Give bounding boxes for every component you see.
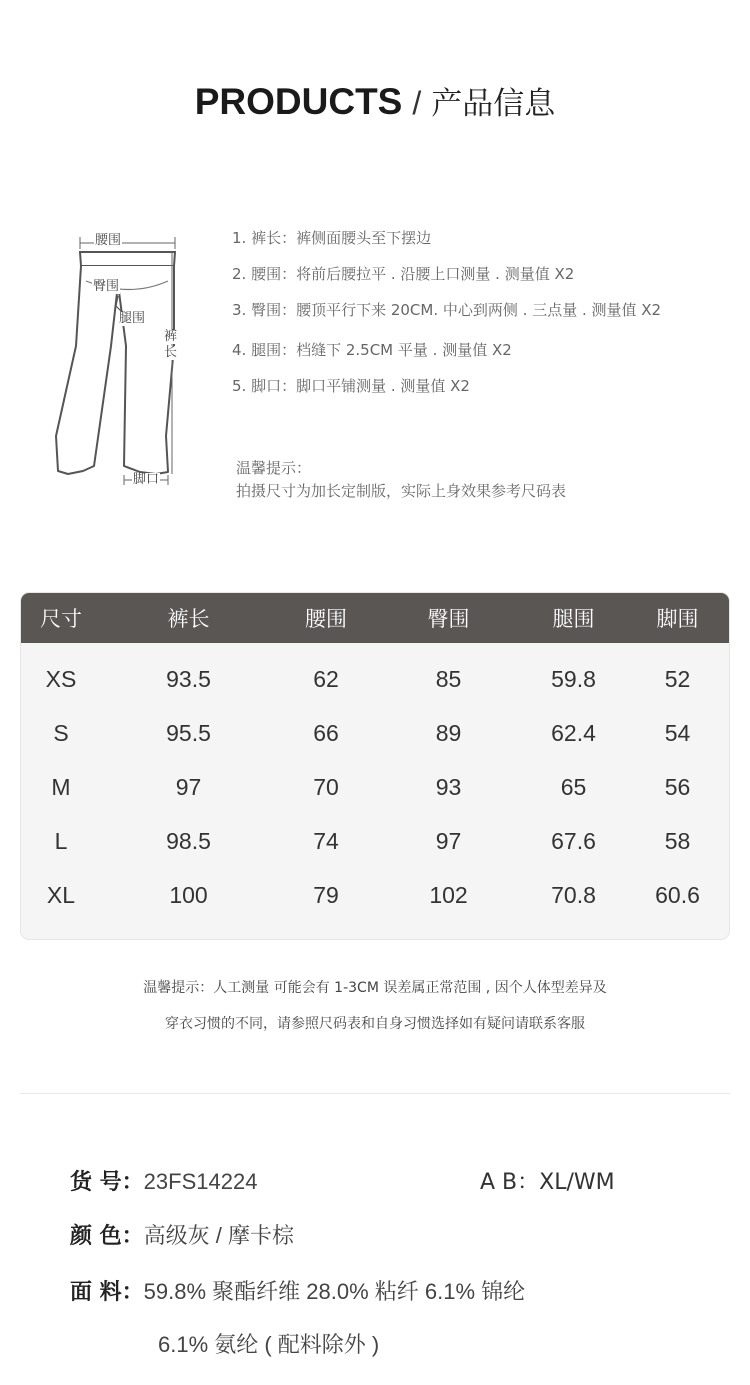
pants-measurement-diagram xyxy=(50,226,190,496)
table-header-hem: 脚围 xyxy=(656,607,699,631)
table-header-waist: 腰围 xyxy=(305,607,347,631)
table-cell: 74 xyxy=(313,827,339,854)
fabric-value-line-1: 59.8% 聚酯纤维 28.0% 粘纤 6.1% 锦纶 xyxy=(143,1279,526,1304)
instruction-item: 4. 腿围：档缝下 2.5CM 平量 . 测量值 X2 xyxy=(232,341,512,359)
table-row xyxy=(21,868,729,922)
table-cell: 100 xyxy=(169,881,208,908)
table-header-hip: 臀围 xyxy=(427,607,470,631)
table-cell: S xyxy=(53,719,69,746)
photo-tip-text: 拍摄尺寸为加长定制版，实际上身效果参考尺码表 xyxy=(236,482,567,500)
table-cell: 52 xyxy=(664,665,691,692)
diagram-waist-label: 腰围 xyxy=(95,233,122,248)
table-cell: 62 xyxy=(313,665,339,692)
sku-value: 23FS14224 xyxy=(143,1169,258,1194)
table-cell: 54 xyxy=(664,719,691,746)
measurement-note-line-2: 穿衣习惯的不同，请参照尺码表和自身习惯选择如有疑问请联系客服 xyxy=(165,1016,585,1032)
table-header-length: 裤长 xyxy=(167,607,210,631)
sku-label: 货 号： xyxy=(70,1170,144,1195)
photo-tip xyxy=(236,457,566,503)
info-row-sku xyxy=(70,1165,257,1196)
table-cell: 58 xyxy=(664,827,691,854)
table-row xyxy=(21,760,729,814)
table-cell: 89 xyxy=(435,719,462,746)
table-cell: 79 xyxy=(313,881,339,908)
table-cell: 70.8 xyxy=(551,881,596,908)
table-cell: 93 xyxy=(435,773,462,800)
table-header-size: 尺寸 xyxy=(40,607,82,631)
table-cell: L xyxy=(54,827,68,854)
page-title-en: PRODUCTS xyxy=(194,81,403,122)
diagram-hip-label: 臀围 xyxy=(93,279,120,294)
table-row xyxy=(21,652,729,706)
photo-tip-title: 温馨提示： xyxy=(236,459,312,477)
table-cell: 56 xyxy=(664,773,691,800)
section-divider xyxy=(20,1093,730,1094)
table-cell: M xyxy=(51,773,71,800)
table-cell: 85 xyxy=(435,665,462,692)
title-separator: / xyxy=(412,85,422,121)
fabric-label: 面 料： xyxy=(70,1280,144,1305)
table-cell: XL xyxy=(46,881,76,908)
table-cell: 97 xyxy=(435,827,462,854)
table-header-row xyxy=(21,593,729,643)
table-body xyxy=(21,652,729,922)
size-table xyxy=(21,593,729,939)
page-header xyxy=(0,78,750,123)
table-cell: 102 xyxy=(429,881,468,908)
fabric-value-line-2: 6.1% 氨纶 ( 配料除外 ) xyxy=(158,1332,380,1357)
page-title-zh: 产品信息 xyxy=(431,86,556,122)
table-cell: 66 xyxy=(313,719,339,746)
table-cell: XS xyxy=(45,665,77,692)
instruction-item: 1. 裤长：裤侧面腰头至下摆边 xyxy=(232,229,432,247)
color-value: 高级灰 / 摩卡棕 xyxy=(143,1223,295,1248)
ab-value: XL/WM xyxy=(539,1170,615,1195)
diagram-hem-label: 脚口 xyxy=(133,472,160,487)
table-cell: 59.8 xyxy=(551,665,596,692)
info-row-fabric-cont xyxy=(158,1328,379,1359)
table-row xyxy=(21,814,729,868)
table-cell: 98.5 xyxy=(166,827,211,854)
measurement-note-line-1: 温馨提示：人工测量 可能会有 1-3CM 误差属正常范围 , 因个人体型差异及 xyxy=(143,980,607,996)
ab-label: A B： xyxy=(480,1170,540,1195)
diagram-thigh-label: 腿围 xyxy=(119,311,146,326)
instruction-item: 2. 腰围：将前后腰拉平 . 沿腰上口测量 . 测量值 X2 xyxy=(232,265,575,283)
instruction-item: 3. 臀围：腰顶平行下来 20CM. 中心到两侧 . 三点量 . 测量值 X2 xyxy=(232,301,662,319)
table-cell: 93.5 xyxy=(166,665,211,692)
info-row-fabric xyxy=(70,1275,525,1306)
table-cell: 65 xyxy=(560,773,587,800)
info-row-ab xyxy=(480,1165,615,1196)
color-label: 颜 色： xyxy=(70,1224,144,1249)
info-row-color xyxy=(70,1219,294,1250)
table-cell: 62.4 xyxy=(551,719,596,746)
table-row xyxy=(21,706,729,760)
pants-outline-icon xyxy=(50,226,190,496)
diagram-length-label-top: 裤 xyxy=(164,329,178,344)
table-cell: 70 xyxy=(313,773,339,800)
instruction-item: 5. 脚口：脚口平铺测量 . 测量值 X2 xyxy=(232,377,470,395)
table-cell: 67.6 xyxy=(551,827,596,854)
table-cell: 60.6 xyxy=(655,881,700,908)
diagram-length-label-bottom: 长 xyxy=(164,345,178,360)
table-cell: 95.5 xyxy=(166,719,211,746)
table-cell: 97 xyxy=(175,773,202,800)
table-header-thigh: 腿围 xyxy=(552,607,595,631)
